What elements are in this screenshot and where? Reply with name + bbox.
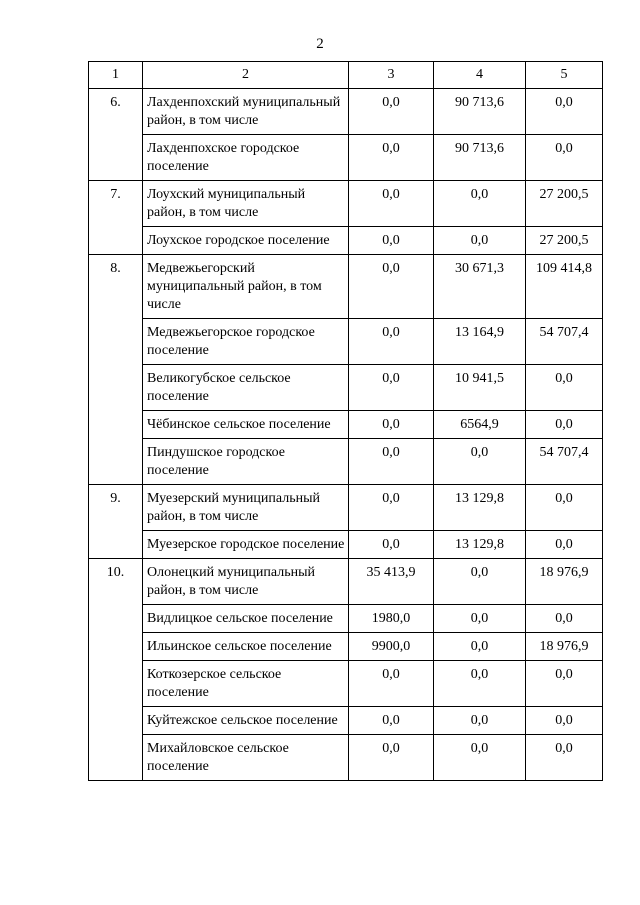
column-header: 3 — [349, 62, 434, 89]
municipality-name: Медвежьегорское городское поселение — [143, 319, 349, 365]
value-col-3: 0,0 — [349, 89, 434, 135]
municipality-name: Лахденпохский муниципальный район, в том числе — [143, 89, 349, 135]
row-number: 6. — [89, 89, 143, 181]
value-col-5: 18 976,9 — [526, 559, 603, 605]
value-col-3: 0,0 — [349, 735, 434, 781]
table-row-settlement — [89, 319, 603, 365]
value-col-5: 54 707,4 — [526, 439, 603, 485]
table-row-district — [89, 485, 603, 531]
value-col-3: 0,0 — [349, 439, 434, 485]
table-row-district — [89, 559, 603, 605]
table-row-settlement — [89, 411, 603, 439]
municipality-name: Муезерское городское поселение — [143, 531, 349, 559]
municipality-name: Лоухское городское поселение — [143, 227, 349, 255]
value-col-3: 35 413,9 — [349, 559, 434, 605]
table-row-district — [89, 181, 603, 227]
municipality-name: Пиндушское городское поселение — [143, 439, 349, 485]
municipality-name: Медвежьегорский муниципальный район, в том числе — [143, 255, 349, 319]
table-row-settlement — [89, 707, 603, 735]
municipality-name: Ильинское сельское поселение — [143, 633, 349, 661]
value-col-3: 0,0 — [349, 135, 434, 181]
column-header: 5 — [526, 62, 603, 89]
value-col-4: 0,0 — [434, 661, 526, 707]
column-header: 4 — [434, 62, 526, 89]
value-col-4: 13 164,9 — [434, 319, 526, 365]
value-col-3: 0,0 — [349, 255, 434, 319]
value-col-5: 0,0 — [526, 89, 603, 135]
table-header-row — [89, 62, 603, 89]
value-col-4: 0,0 — [434, 633, 526, 661]
value-col-5: 0,0 — [526, 707, 603, 735]
table-row-settlement — [89, 135, 603, 181]
table-row-settlement — [89, 605, 603, 633]
value-col-4: 13 129,8 — [434, 485, 526, 531]
value-col-3: 0,0 — [349, 661, 434, 707]
value-col-4: 10 941,5 — [434, 365, 526, 411]
municipality-name: Муезерский муниципальный район, в том числе — [143, 485, 349, 531]
value-col-4: 30 671,3 — [434, 255, 526, 319]
column-header: 2 — [143, 62, 349, 89]
table-row-settlement — [89, 365, 603, 411]
row-number: 9. — [89, 485, 143, 559]
table-row-settlement — [89, 531, 603, 559]
municipality-name: Коткозерское сельское поселение — [143, 661, 349, 707]
value-col-3: 0,0 — [349, 365, 434, 411]
page-number: 2 — [316, 36, 324, 52]
value-col-3: 0,0 — [349, 181, 434, 227]
row-number: 7. — [89, 181, 143, 255]
value-col-4: 0,0 — [434, 735, 526, 781]
value-col-5: 27 200,5 — [526, 227, 603, 255]
value-col-5: 0,0 — [526, 135, 603, 181]
value-col-5: 54 707,4 — [526, 319, 603, 365]
table-row-district — [89, 255, 603, 319]
value-col-5: 0,0 — [526, 605, 603, 633]
municipality-name: Лоухский муниципальный район, в том числе — [143, 181, 349, 227]
municipality-name: Великогубское сельское поселение — [143, 365, 349, 411]
municipality-name: Лахденпохское городское поселение — [143, 135, 349, 181]
value-col-5: 0,0 — [526, 531, 603, 559]
municipality-name: Куйтежское сельское поселение — [143, 707, 349, 735]
table-row-settlement — [89, 735, 603, 781]
table-body — [89, 62, 603, 781]
municipality-name: Михайловское сельское поселение — [143, 735, 349, 781]
value-col-3: 0,0 — [349, 411, 434, 439]
value-col-5: 0,0 — [526, 661, 603, 707]
table-row-settlement — [89, 633, 603, 661]
value-col-3: 0,0 — [349, 485, 434, 531]
value-col-5: 0,0 — [526, 365, 603, 411]
table-row-settlement — [89, 439, 603, 485]
value-col-4: 0,0 — [434, 707, 526, 735]
value-col-4: 0,0 — [434, 559, 526, 605]
value-col-3: 0,0 — [349, 531, 434, 559]
value-col-4: 90 713,6 — [434, 135, 526, 181]
value-col-3: 1980,0 — [349, 605, 434, 633]
municipality-name: Олонецкий муниципальный район, в том числе — [143, 559, 349, 605]
column-header: 1 — [89, 62, 143, 89]
value-col-5: 0,0 — [526, 735, 603, 781]
value-col-4: 6564,9 — [434, 411, 526, 439]
value-col-4: 0,0 — [434, 605, 526, 633]
municipality-name: Чёбинское сельское поселение — [143, 411, 349, 439]
value-col-3: 0,0 — [349, 227, 434, 255]
row-number: 8. — [89, 255, 143, 485]
value-col-4: 0,0 — [434, 439, 526, 485]
value-col-5: 0,0 — [526, 485, 603, 531]
value-col-3: 9900,0 — [349, 633, 434, 661]
value-col-5: 27 200,5 — [526, 181, 603, 227]
table-row-settlement — [89, 661, 603, 707]
value-col-4: 0,0 — [434, 181, 526, 227]
value-col-5: 18 976,9 — [526, 633, 603, 661]
value-col-5: 0,0 — [526, 411, 603, 439]
budget-table — [88, 61, 603, 781]
value-col-5: 109 414,8 — [526, 255, 603, 319]
table-row-district — [89, 89, 603, 135]
municipality-name: Видлицкое сельское поселение — [143, 605, 349, 633]
value-col-4: 0,0 — [434, 227, 526, 255]
value-col-4: 90 713,6 — [434, 89, 526, 135]
value-col-3: 0,0 — [349, 319, 434, 365]
table-row-settlement — [89, 227, 603, 255]
row-number: 10. — [89, 559, 143, 781]
value-col-4: 13 129,8 — [434, 531, 526, 559]
value-col-3: 0,0 — [349, 707, 434, 735]
